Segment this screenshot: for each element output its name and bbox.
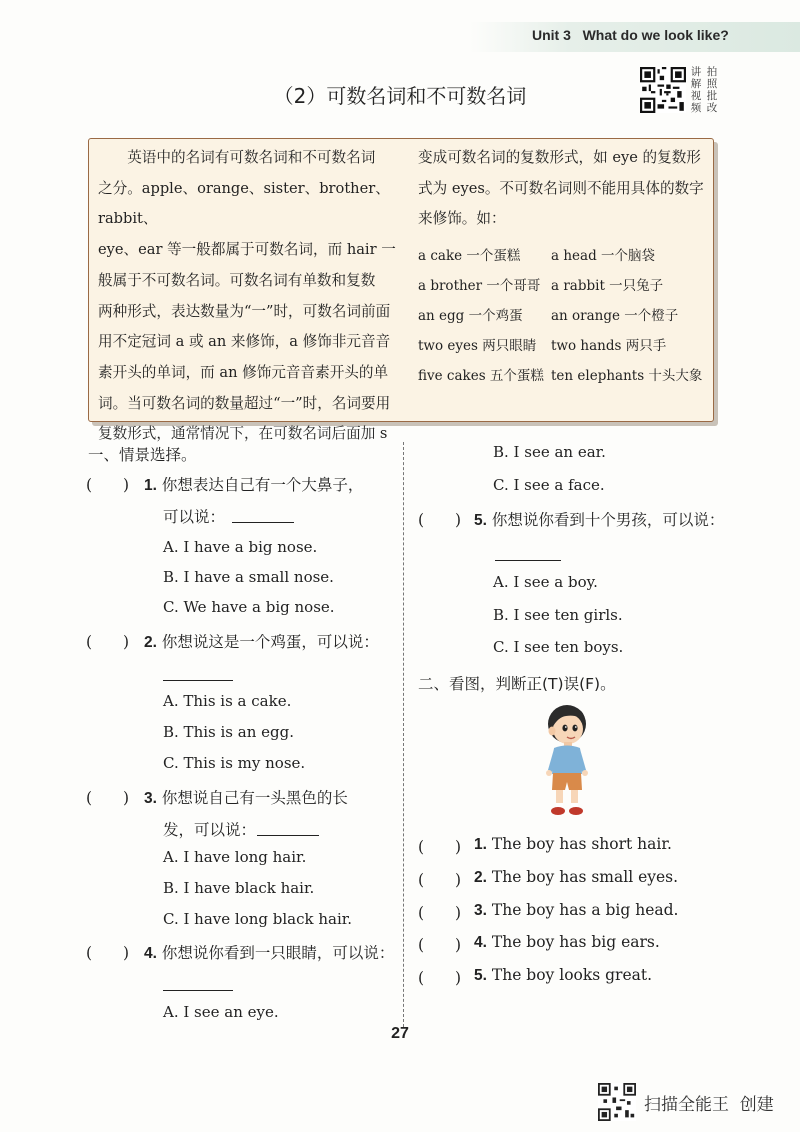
question-2: 2. 你想说这是一个鸡蛋，可以说： bbox=[144, 633, 379, 651]
info-line: 英语中的名词有可数名词和不可数名词 bbox=[98, 149, 376, 166]
option: B. I have black hair. bbox=[163, 879, 315, 897]
answer-paren[interactable]: ( ) bbox=[418, 904, 462, 922]
answer-paren[interactable]: ( ) bbox=[418, 871, 462, 889]
info-line: 变成可数名词的复数形式，如 eye 的复数形 bbox=[418, 149, 701, 166]
answer-paren[interactable]: ( ) bbox=[86, 476, 130, 494]
option: C. I have long black hair. bbox=[163, 910, 353, 928]
section1-heading: 一、情景选择。 bbox=[88, 446, 197, 464]
info-left-column bbox=[98, 143, 398, 450]
option: C. I see a face. bbox=[493, 476, 605, 494]
answer-paren[interactable]: ( ) bbox=[86, 789, 130, 807]
question-5: 5. 你想说你看到十个男孩，可以说： bbox=[474, 511, 725, 529]
answer-paren[interactable]: ( ) bbox=[86, 944, 130, 962]
answer-blank[interactable] bbox=[163, 680, 233, 681]
question-1: 1. 你想表达自己有一个大鼻子， bbox=[144, 476, 364, 494]
info-right-column bbox=[418, 143, 708, 235]
question-3-line2: 发，可以说： bbox=[163, 821, 257, 839]
info-line: 素开头的单词，而 an 修饰元音音素开头的单 bbox=[98, 363, 389, 381]
answer-paren[interactable]: ( ) bbox=[418, 936, 462, 954]
judge-item-4: 4. The boy has big ears. bbox=[474, 933, 660, 951]
option: C. This is my nose. bbox=[163, 754, 306, 772]
info-line: 词。当可数名词的数量超过“一”时，名词要用 bbox=[98, 394, 391, 412]
section2-heading: 二、看图，判断正(T)误(F)。 bbox=[418, 675, 616, 693]
boy-illustration bbox=[540, 700, 594, 818]
option: B. I see an ear. bbox=[493, 443, 606, 461]
qr-code-icon[interactable] bbox=[640, 67, 686, 113]
judge-item-5: 5. The boy looks great. bbox=[474, 966, 653, 984]
option: A. I see a boy. bbox=[493, 573, 598, 591]
option: A. I have long hair. bbox=[163, 848, 307, 866]
info-line: 般属于不可数名词。可数名词有单数和复数 bbox=[98, 271, 376, 289]
qr-label: 讲 拍 解 照 视 批 频 改 bbox=[690, 66, 718, 114]
example-item: an egg 一个鸡蛋 bbox=[418, 308, 523, 324]
answer-blank[interactable] bbox=[257, 835, 319, 836]
answer-blank[interactable] bbox=[232, 522, 294, 523]
option: A. I see an eye. bbox=[163, 1003, 279, 1021]
example-item: a head 一个脑袋 bbox=[551, 248, 656, 264]
example-item: a cake 一个蛋糕 bbox=[418, 248, 521, 264]
info-line: 之分。apple、orange、sister、brother、rabbit、 bbox=[98, 179, 390, 228]
example-item: five cakes 五个蛋糕 bbox=[418, 368, 544, 384]
question-1-line2: 可以说： bbox=[163, 508, 226, 526]
info-line: 式为 eyes。不可数名词则不能用具体的数字 bbox=[418, 179, 704, 197]
column-divider bbox=[403, 442, 404, 1027]
info-line: 复数形式，通常情况下，在可数名词后面加 s bbox=[98, 425, 388, 443]
option: A. This is a cake. bbox=[163, 692, 292, 710]
example-item: two eyes 两只眼睛 bbox=[418, 338, 537, 354]
example-item: an orange 一个橙子 bbox=[551, 308, 679, 324]
example-item: a rabbit 一只兔子 bbox=[551, 278, 664, 294]
answer-paren[interactable]: ( ) bbox=[86, 633, 130, 651]
scanner-qr-icon bbox=[598, 1083, 636, 1121]
answer-paren[interactable]: ( ) bbox=[418, 511, 462, 529]
unit-header: Unit 3 What do we look like? bbox=[532, 27, 729, 43]
page-number: 27 bbox=[391, 1025, 409, 1042]
watermark-text: 扫描全能王 创建 bbox=[644, 1095, 774, 1115]
question-3: 3. 你想说自己有一头黑色的长 bbox=[144, 789, 348, 807]
judge-item-2: 2. The boy has small eyes. bbox=[474, 868, 679, 886]
answer-paren[interactable]: ( ) bbox=[418, 838, 462, 856]
answer-blank[interactable] bbox=[495, 560, 561, 561]
option: B. I see ten girls. bbox=[493, 606, 623, 624]
info-line: 两种形式，表达数量为“一”时，可数名词前面 bbox=[98, 302, 391, 320]
question-4: 4. 你想说你看到一只眼睛，可以说： bbox=[144, 944, 395, 962]
judge-item-1: 1. The boy has short hair. bbox=[474, 835, 672, 853]
option: A. I have a big nose. bbox=[163, 538, 318, 556]
answer-blank[interactable] bbox=[163, 990, 233, 991]
info-line: eye、ear 等一般都属于可数名词，而 hair 一 bbox=[98, 241, 396, 259]
option: B. I have a small nose. bbox=[163, 568, 334, 586]
judge-item-3: 3. The boy has a big head. bbox=[474, 901, 679, 919]
page-title: （2）可数名词和不可数名词 bbox=[273, 84, 527, 108]
option: C. I see ten boys. bbox=[493, 638, 624, 656]
info-line: 用不定冠词 a 或 an 来修饰，a 修饰非元音音 bbox=[98, 333, 391, 351]
info-line: 来修饰。如： bbox=[418, 210, 506, 228]
answer-paren[interactable]: ( ) bbox=[418, 969, 462, 987]
option: C. We have a big nose. bbox=[163, 598, 335, 616]
example-item: two hands 两只手 bbox=[551, 338, 667, 354]
option: B. This is an egg. bbox=[163, 723, 294, 741]
example-item: a brother 一个哥哥 bbox=[418, 278, 541, 294]
example-item: ten elephants 十头大象 bbox=[551, 368, 703, 384]
